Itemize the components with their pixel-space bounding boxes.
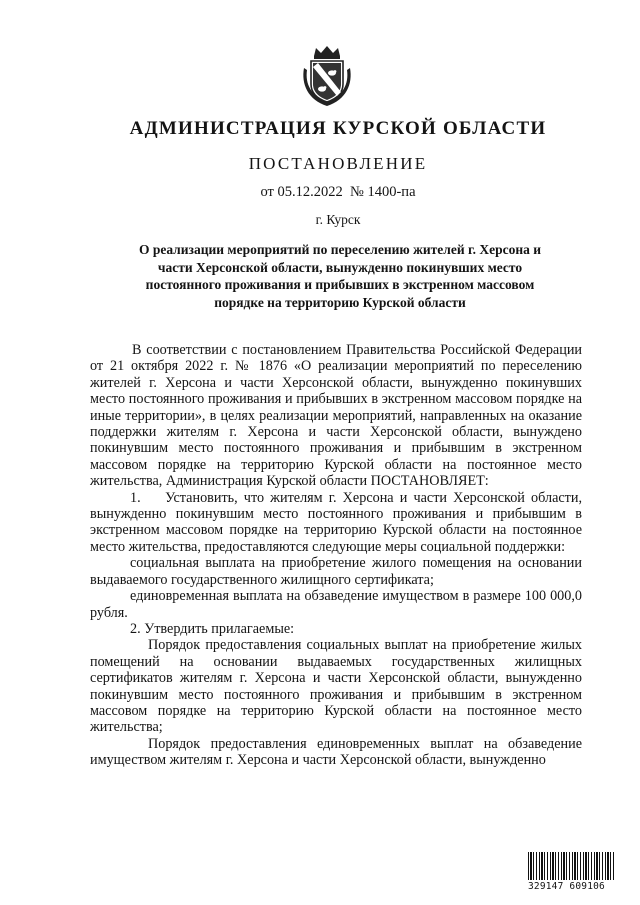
- paragraph-measure-housing: социальная выплата на приобретение жилого помещения на основании выдаваемого государственного жилищного сертификата;: [90, 555, 582, 588]
- document-subject: [110, 241, 570, 311]
- subject-line: постоянного проживания и прибывших в экстренном массовом: [145, 277, 535, 292]
- document-number: № 1400-па: [350, 184, 416, 200]
- barcode: [528, 852, 616, 892]
- barcode-bars-icon: [528, 852, 616, 880]
- subject-line: О реализации мероприятий по переселению жителей г. Херсона и: [138, 242, 542, 257]
- paragraph-preamble: В соответствии с постановлением Правительства Российской Федерации от 21 октября 2022 г. № 1876 «О реализации мероприятий по переселению жителей г. Херсона и части Херсонской области, вынужденно покинувших место постоянного проживания и прибывших в экстренном массовом порядке на иные территории», в целях реализации мероприятий, направленных на оказание поддержки жителям г. Херсона и части Херсонской области, вынуждено покинувшим место постоянного проживания и прибывшим в экстренном массовом порядке на территорию Курской области на постоянное место жительства, Администрация Курской области ПОСТАНОВЛЯЕТ:: [90, 342, 582, 490]
- city: г. Курск: [315, 212, 361, 227]
- document-date: 05.12.2022: [277, 184, 343, 200]
- subject-line: порядке на территорию Курской области: [214, 294, 466, 310]
- paragraph-procedure-housing: Порядок предоставления социальных выплат на приобретение жилых помещений на основании выдаваемых государственных жилищных сертификатов жителям г. Херсона и части Херсонской области, вынужденно покинувшим место постоянного проживания и прибывшим в экстренном массовом порядке на территорию Курской области на постоянное место жительства;: [90, 637, 582, 736]
- organization-name: АДМИНИСТРАЦИЯ КУРСКОЙ ОБЛАСТИ: [129, 118, 547, 139]
- document-body: [90, 342, 582, 769]
- document-type: ПОСТАНОВЛЕНИЕ: [248, 154, 428, 173]
- date-prefix: от: [260, 184, 274, 200]
- paragraph-measure-payment: единовременная выплата на обзаведение имуществом в размере 100 000,0 рубля.: [90, 588, 582, 621]
- barcode-number: 329147 609106: [528, 881, 605, 892]
- coat-of-arms-icon: [300, 44, 354, 108]
- date-number-line: [0, 184, 640, 201]
- paragraph-item-1: 1. Установить, что жителям г. Херсона и части Херсонской области, вынужденно покинувшим место постоянного проживания и прибывшим в экстренном массовом порядке на территорию Курской области на постоянное место жительства, предоставляются следующие меры социальной поддержки:: [90, 489, 582, 555]
- subject-line: части Херсонской области, вынужденно покинувших место: [157, 259, 523, 275]
- paragraph-item-2: 2. Утвердить прилагаемые:: [130, 620, 295, 637]
- paragraph-procedure-payment: Порядок предоставления единовременных выплат на обзаведение имуществом жителям г. Херсона и части Херсонской области, вынужденно: [90, 735, 582, 769]
